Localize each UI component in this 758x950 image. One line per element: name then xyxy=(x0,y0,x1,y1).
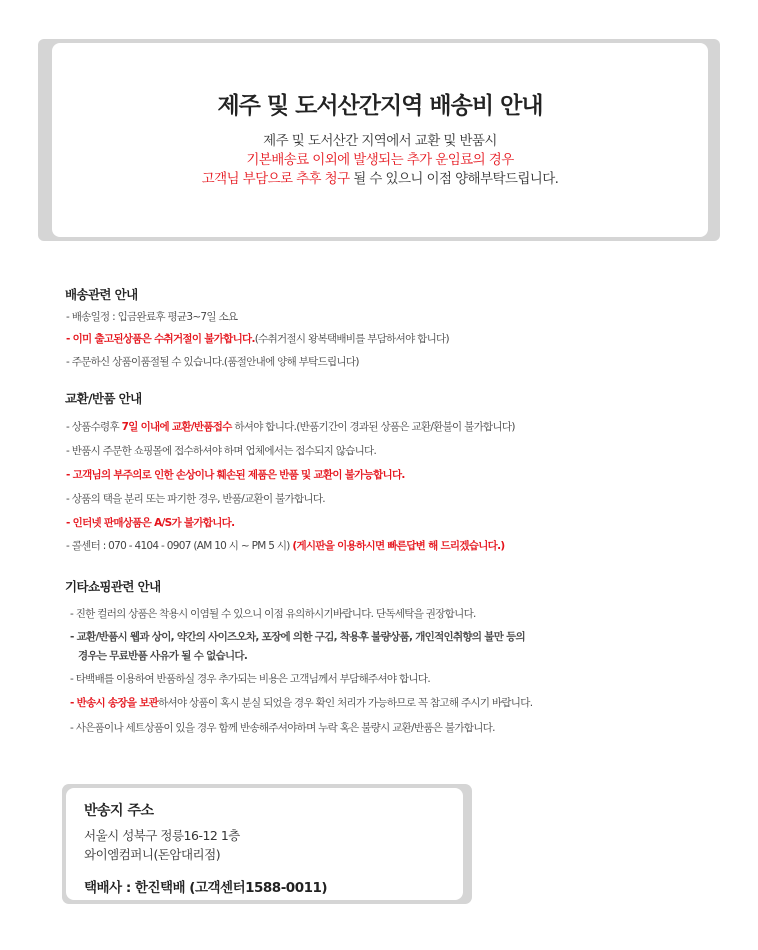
returns-item-1-rest: 하셔야 합니다.(반품기간이 경과된 상품은 교환/환불이 불가합니다) xyxy=(231,421,515,433)
returns-item-2: - 반품시 주문한 쇼핑몰에 접수하셔야 하며 업체에서는 접수되지 않습니다. xyxy=(66,445,377,457)
returns-item-1 xyxy=(66,419,515,434)
return-address-line-2: 와이엠컴퍼니(돈암대리점) xyxy=(84,847,221,862)
returns-item-3 xyxy=(66,467,405,482)
returns-item-5 xyxy=(66,515,234,530)
return-address-content xyxy=(66,788,463,900)
notice-line-3 xyxy=(52,170,708,189)
other-item-4 xyxy=(70,695,532,710)
shipping-item-1: - 배송일정 : 입금완료후 평균3~7일 소요 xyxy=(66,311,238,323)
returns-item-1-highlight: 7일 이내에 교환/반품접수 xyxy=(121,421,232,433)
returns-item-5-dash: - xyxy=(66,517,73,529)
other-item-2-line-2: 경우는 무료반품 사유가 될 수 없습니다. xyxy=(78,650,248,662)
other-item-4-rest: 하셔야 상품이 혹시 분실 되었을 경우 확인 처리가 가능하므로 꼭 참고해 주시기 바랍니다. xyxy=(158,697,533,709)
returns-item-5-highlight: 인터넷 판매상품은 A/S가 불가합니다. xyxy=(72,517,235,529)
delivery-notice-box xyxy=(38,39,720,241)
courier-info: 택배사 : 한진택배 (고객센터1588-0011) xyxy=(84,880,328,896)
other-section-title: 기타쇼핑관련 안내 xyxy=(65,579,161,594)
notice-line-2: 기본배송료 이외에 발생되는 추가 운임료의 경우 xyxy=(246,152,514,168)
shipping-item-2 xyxy=(66,331,449,346)
returns-item-1-prefix: - 상품수령후 xyxy=(66,421,122,433)
returns-item-3-dash: - xyxy=(66,469,73,481)
returns-item-4: - 상품의 택을 분리 또는 파기한 경우, 반품/교환이 불가합니다. xyxy=(66,493,325,505)
other-item-4-dash: - xyxy=(70,697,77,709)
other-item-3: - 타백배를 이용하여 반품하실 경우 추가되는 비용은 고객님께서 부담해주셔야 합니다. xyxy=(70,673,430,685)
notice-title: 제주 및 도서산간지역 배송비 안내 xyxy=(217,93,543,119)
return-address-line-1: 서울시 성북구 정릉16-12 1층 xyxy=(84,828,240,843)
returns-item-6-highlight: (게시판을 이용하시면 빠른답변 해 드리겠습니다.) xyxy=(292,540,505,552)
other-item-1: - 진한 컬러의 상품은 착용시 이염될 수 있으니 이점 유의하시기바랍니다. 단독세탁을 권장합니다. xyxy=(70,608,476,620)
returns-item-3-highlight: 고객님의 부주의로 인한 손상이나 훼손된 제품은 반품 및 교환이 불가능합니다. xyxy=(72,469,405,481)
other-item-5: - 사은품이나 세트상품이 있을 경우 함께 반송해주셔야하며 누락 혹은 불량시 교환/반품은 불가합니다. xyxy=(70,722,495,734)
other-item-4-highlight: 반송시 송장을 보관 xyxy=(76,697,159,709)
notice-text xyxy=(52,132,708,189)
shipping-item-3: - 주문하신 상품이품절될 수 있습니다.(품절안내에 양해 부탁드립니다) xyxy=(66,356,359,368)
shipping-section-title: 배송관련 안내 xyxy=(65,287,138,302)
returns-section-title: 교환/반품 안내 xyxy=(65,391,142,406)
shipping-item-2-highlight: - 이미 출고된상품은 수취거절이 불가합니다. xyxy=(66,333,255,345)
notice-line-3-highlight: 고객님 부담으로 추후 청구 xyxy=(201,171,350,187)
notice-line-1: 제주 및 도서산간 지역에서 교환 및 반품시 xyxy=(263,133,497,149)
returns-item-6-callcenter: - 콜센터 : 070 - 4104 - 0907 (AM 10 시 ~ PM 5 시) xyxy=(66,540,293,552)
shipping-item-2-rest: (수취거절시 왕복택배비를 부담하셔야 합니다) xyxy=(254,333,449,345)
returns-item-6 xyxy=(66,538,505,553)
other-item-2-line-1: - 교환/반품시 웹과 상이, 약간의 사이즈오차, 포장에 의한 구김, 착용후 불량상품, 개인적인취향의 불만 등의 xyxy=(70,631,525,643)
notice-line-3-rest: 될 수 있으니 이점 양해부탁드립니다. xyxy=(349,171,559,187)
return-address-box xyxy=(62,784,472,904)
return-address-title: 반송지 주소 xyxy=(84,803,154,819)
delivery-notice-content xyxy=(52,43,708,237)
